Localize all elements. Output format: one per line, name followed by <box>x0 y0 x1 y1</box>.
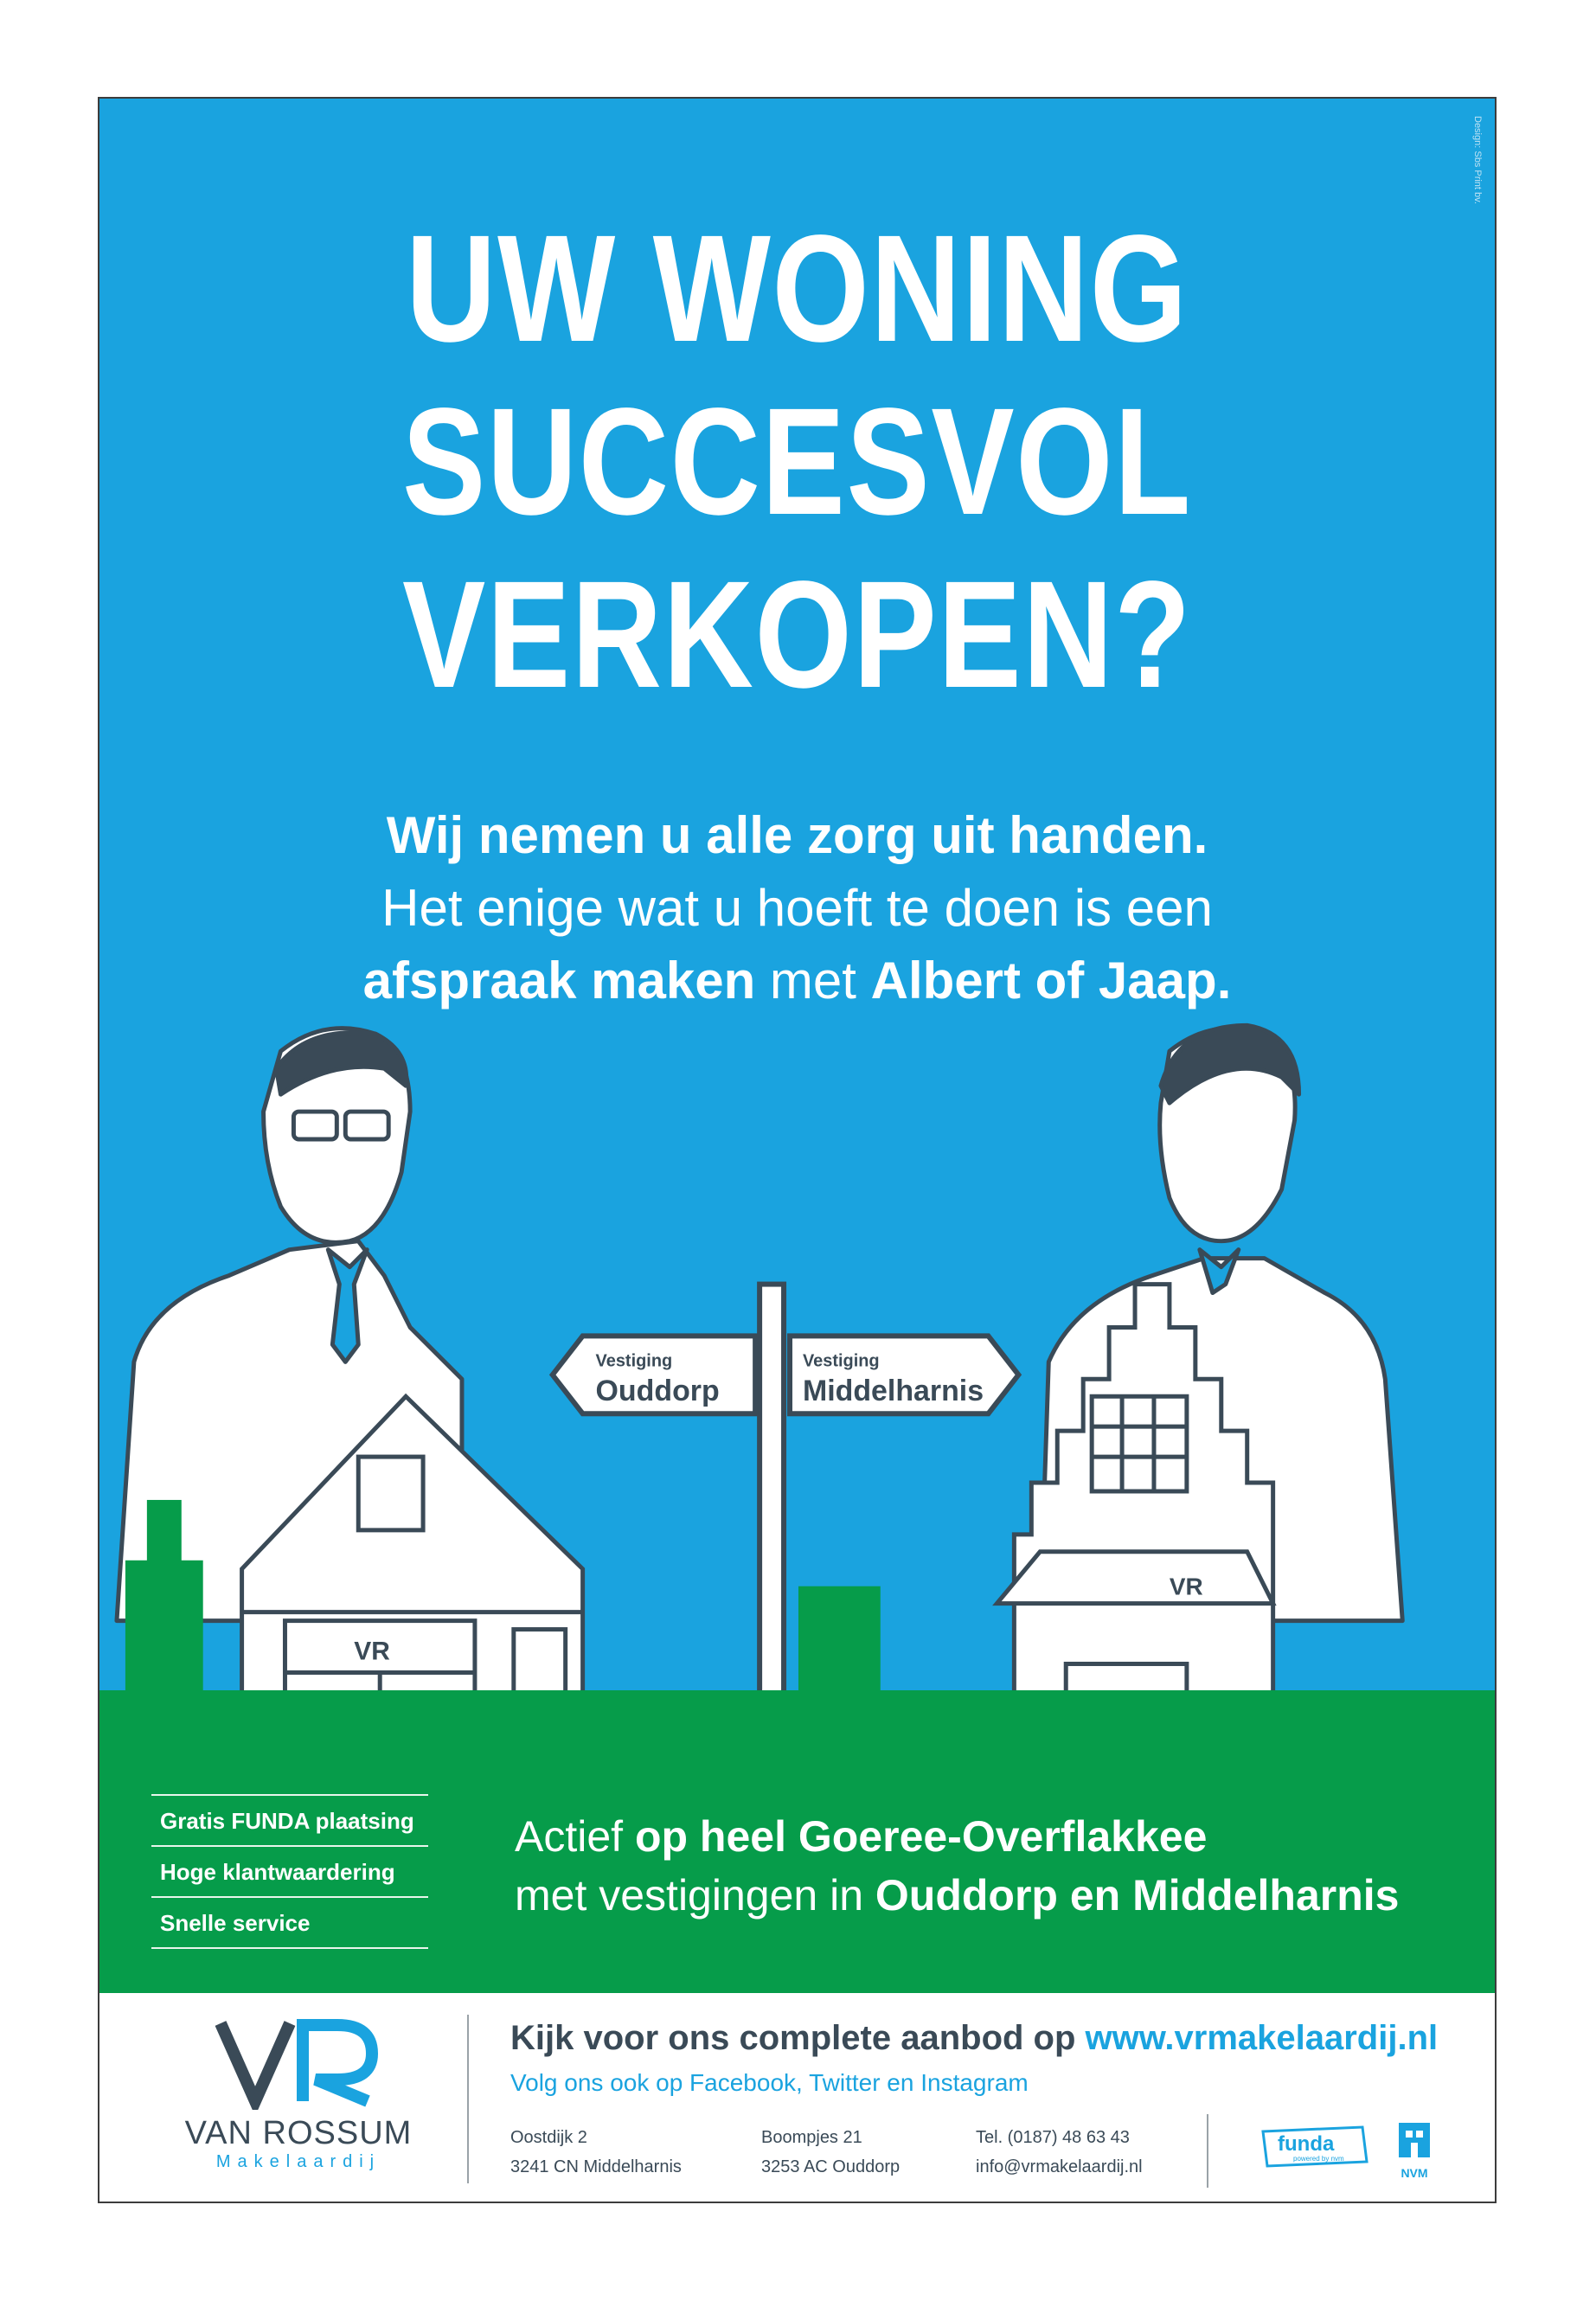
region-line2-a: met vestigingen in <box>515 1871 875 1920</box>
email-address[interactable]: info@vrmakelaardij.nl <box>976 2157 1143 2176</box>
right-house-logo: VR <box>1169 1573 1203 1600</box>
headline <box>225 202 1369 721</box>
region-line2-b: Ouddorp en Middelharnis <box>875 1871 1400 1920</box>
vr-monogram-icon <box>212 2015 385 2110</box>
benefit-item: Hoge klantwaardering <box>151 1845 428 1896</box>
footer-divider-2 <box>1207 2114 1208 2188</box>
funda-logo <box>1259 2123 1371 2170</box>
left-house-logo: VR <box>354 1637 390 1666</box>
region-line1-b: op heel Goeree-Overflakkee <box>623 1812 1208 1861</box>
address-line: 3241 CN Middelharnis <box>510 2157 682 2176</box>
logo-subtitle: Makelaardij <box>215 2152 381 2171</box>
funda-logo-sub: powered by nvm <box>1293 2155 1344 2163</box>
nvm-label: NVM <box>1401 2166 1428 2180</box>
design-credit: Design: Sbs Print bv. <box>1472 116 1483 204</box>
headline-line-2: SUCCESVOL <box>402 377 1192 547</box>
contact-info <box>976 2123 1143 2182</box>
subtitle-mid: met <box>755 952 871 1009</box>
logo-brand: VAN ROSSUM <box>184 2115 413 2151</box>
social-line: Volg ons ook op Facebook, Twitter en Instagram <box>510 2069 1029 2096</box>
address-middelharnis <box>510 2123 682 2182</box>
website-link[interactable]: www.vrmakelaardij.nl <box>1085 2019 1439 2057</box>
poster <box>98 97 1497 2203</box>
funda-logo-text: funda <box>1278 2132 1335 2156</box>
subtitle <box>99 799 1495 1017</box>
subtitle-bold-b: Albert of Jaap. <box>870 952 1232 1009</box>
headline-line-3: VERKOPEN? <box>402 550 1192 720</box>
subtitle-line-2: Het enige wat u hoeft te doen is een <box>381 879 1213 937</box>
footer-divider <box>467 2015 469 2183</box>
subtitle-line-1: Wij nemen u alle zorg uit handen. <box>386 806 1208 864</box>
offer-text: Kijk voor ons complete aanbod op <box>510 2019 1086 2057</box>
benefit-item: Gratis FUNDA plaatsing <box>151 1794 428 1845</box>
address-line: 3253 AC Ouddorp <box>761 2157 901 2176</box>
benefit-item: Snelle service <box>151 1896 428 1949</box>
sign-left-small: Vestiging <box>595 1351 673 1371</box>
sign-left-big: Ouddorp <box>595 1375 720 1408</box>
region-line1-a: Actief <box>515 1812 624 1861</box>
address-line: Boompjes 21 <box>761 2128 862 2147</box>
headline-line-1: UW WONING <box>406 204 1189 374</box>
footer <box>99 1993 1495 2203</box>
address-line: Oostdijk 2 <box>510 2128 587 2147</box>
sign-right-big: Middelharnis <box>802 1375 984 1408</box>
region-text <box>515 1807 1399 1925</box>
vr-logo <box>143 2015 454 2172</box>
address-ouddorp <box>761 2123 900 2182</box>
subtitle-bold-a: afspraak maken <box>362 952 756 1009</box>
phone-number[interactable]: Tel. (0187) 48 63 43 <box>976 2128 1130 2147</box>
offer-line <box>510 2019 1438 2058</box>
sign-right-small: Vestiging <box>802 1351 880 1371</box>
benefit-list <box>151 1794 428 1949</box>
